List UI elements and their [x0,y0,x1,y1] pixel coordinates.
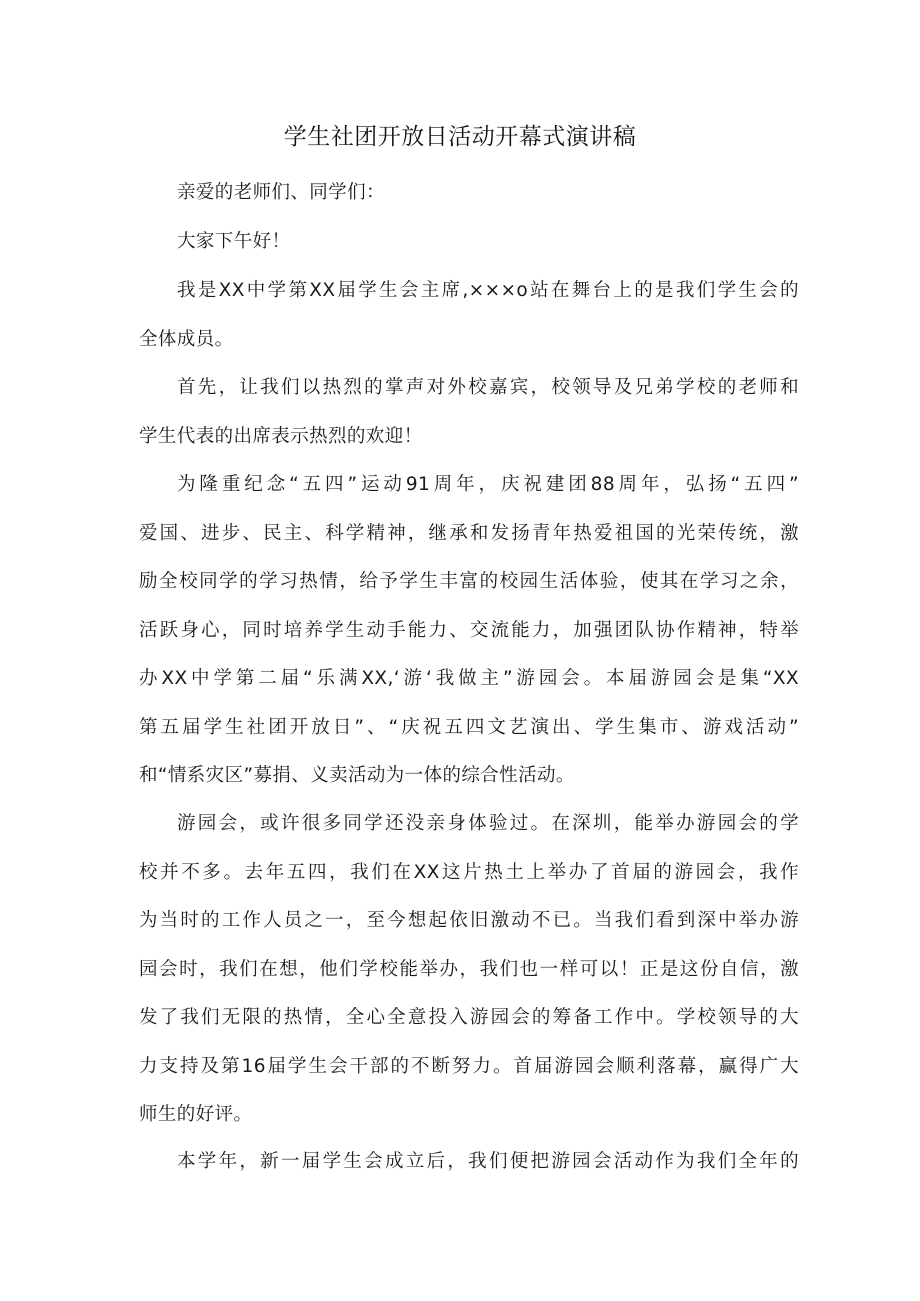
text-line: 为隆重纪念“五四”运动91周年，庆祝建团88周年，弘扬“五四” [177,474,799,495]
text-line: 学生代表的出席表示热烈的欢迎！ [139,425,423,447]
text-line: 第五届学生社团开放日”、“庆祝五四文艺演出、学生集市、游戏活动” [139,716,799,738]
text-line: 办XX中学第二届“乐满XX,‘游‘我做主”游园会。本届游园会是集“XX [139,668,799,689]
paragraph-greeting [139,169,799,218]
paragraph-history [139,800,799,1140]
text-line: 园会时，我们在想，他们学校能举办，我们也一样可以！正是这份自信，激 [139,958,799,980]
text-line: 师生的好评。 [139,1104,253,1125]
paragraph-welcome [139,364,799,461]
text-line: 活跃身心，同时培养学生动手能力、交流能力，加强团队协作精神，特举 [139,619,799,641]
text-line: 大家下午好！ [177,231,291,252]
paragraph-intro [139,267,799,364]
text-line: 校并不多。去年五四，我们在XX这片热土上举办了首届的游园会，我作 [139,861,799,883]
paragraph-purpose [139,461,799,801]
text-line: 力支持及第16届学生会干部的不断努力。首届游园会顺利落幕，赢得广大 [139,1055,799,1077]
text-line: 发了我们无限的热情，全心全意投入游园会的筹备工作中。学校领导的大 [139,1007,799,1028]
text-line: 我是XX中学第XX届学生会主席,×××o站在舞台上的是我们学生会的 [177,280,799,301]
text-line: 和“情系灾区”募捐、义卖活动为一体的综合性活动。 [139,765,575,786]
text-line: 全体成员。 [139,328,234,350]
text-line: 励全校同学的学习热情，给予学生丰富的校园生活体验，使其在学习之余， [139,571,799,592]
text-line: 爱国、进步、民主、科学精神，继承和发扬青年热爱祖国的光荣传统，激 [139,522,799,544]
document-title: 学生社团开放日活动开幕式演讲稿 [283,124,637,150]
text-line: 为当时的工作人员之一，至今想起依旧激动不已。当我们看到深中举办游 [139,910,799,931]
text-line: 首先，让我们以热烈的掌声对外校嘉宾，校领导及兄弟学校的老师和 [177,377,799,398]
text-line: 游园会，或许很多同学还没亲身体验过。在深圳，能举办游园会的学 [177,813,799,834]
paragraph-this-year [139,1138,799,1187]
paragraph-hello [139,218,799,267]
text-line: 亲爱的老师们、同学们： [177,182,385,203]
text-line: 本学年，新一届学生会成立后，我们便把游园会活动作为我们全年的 [177,1151,799,1172]
